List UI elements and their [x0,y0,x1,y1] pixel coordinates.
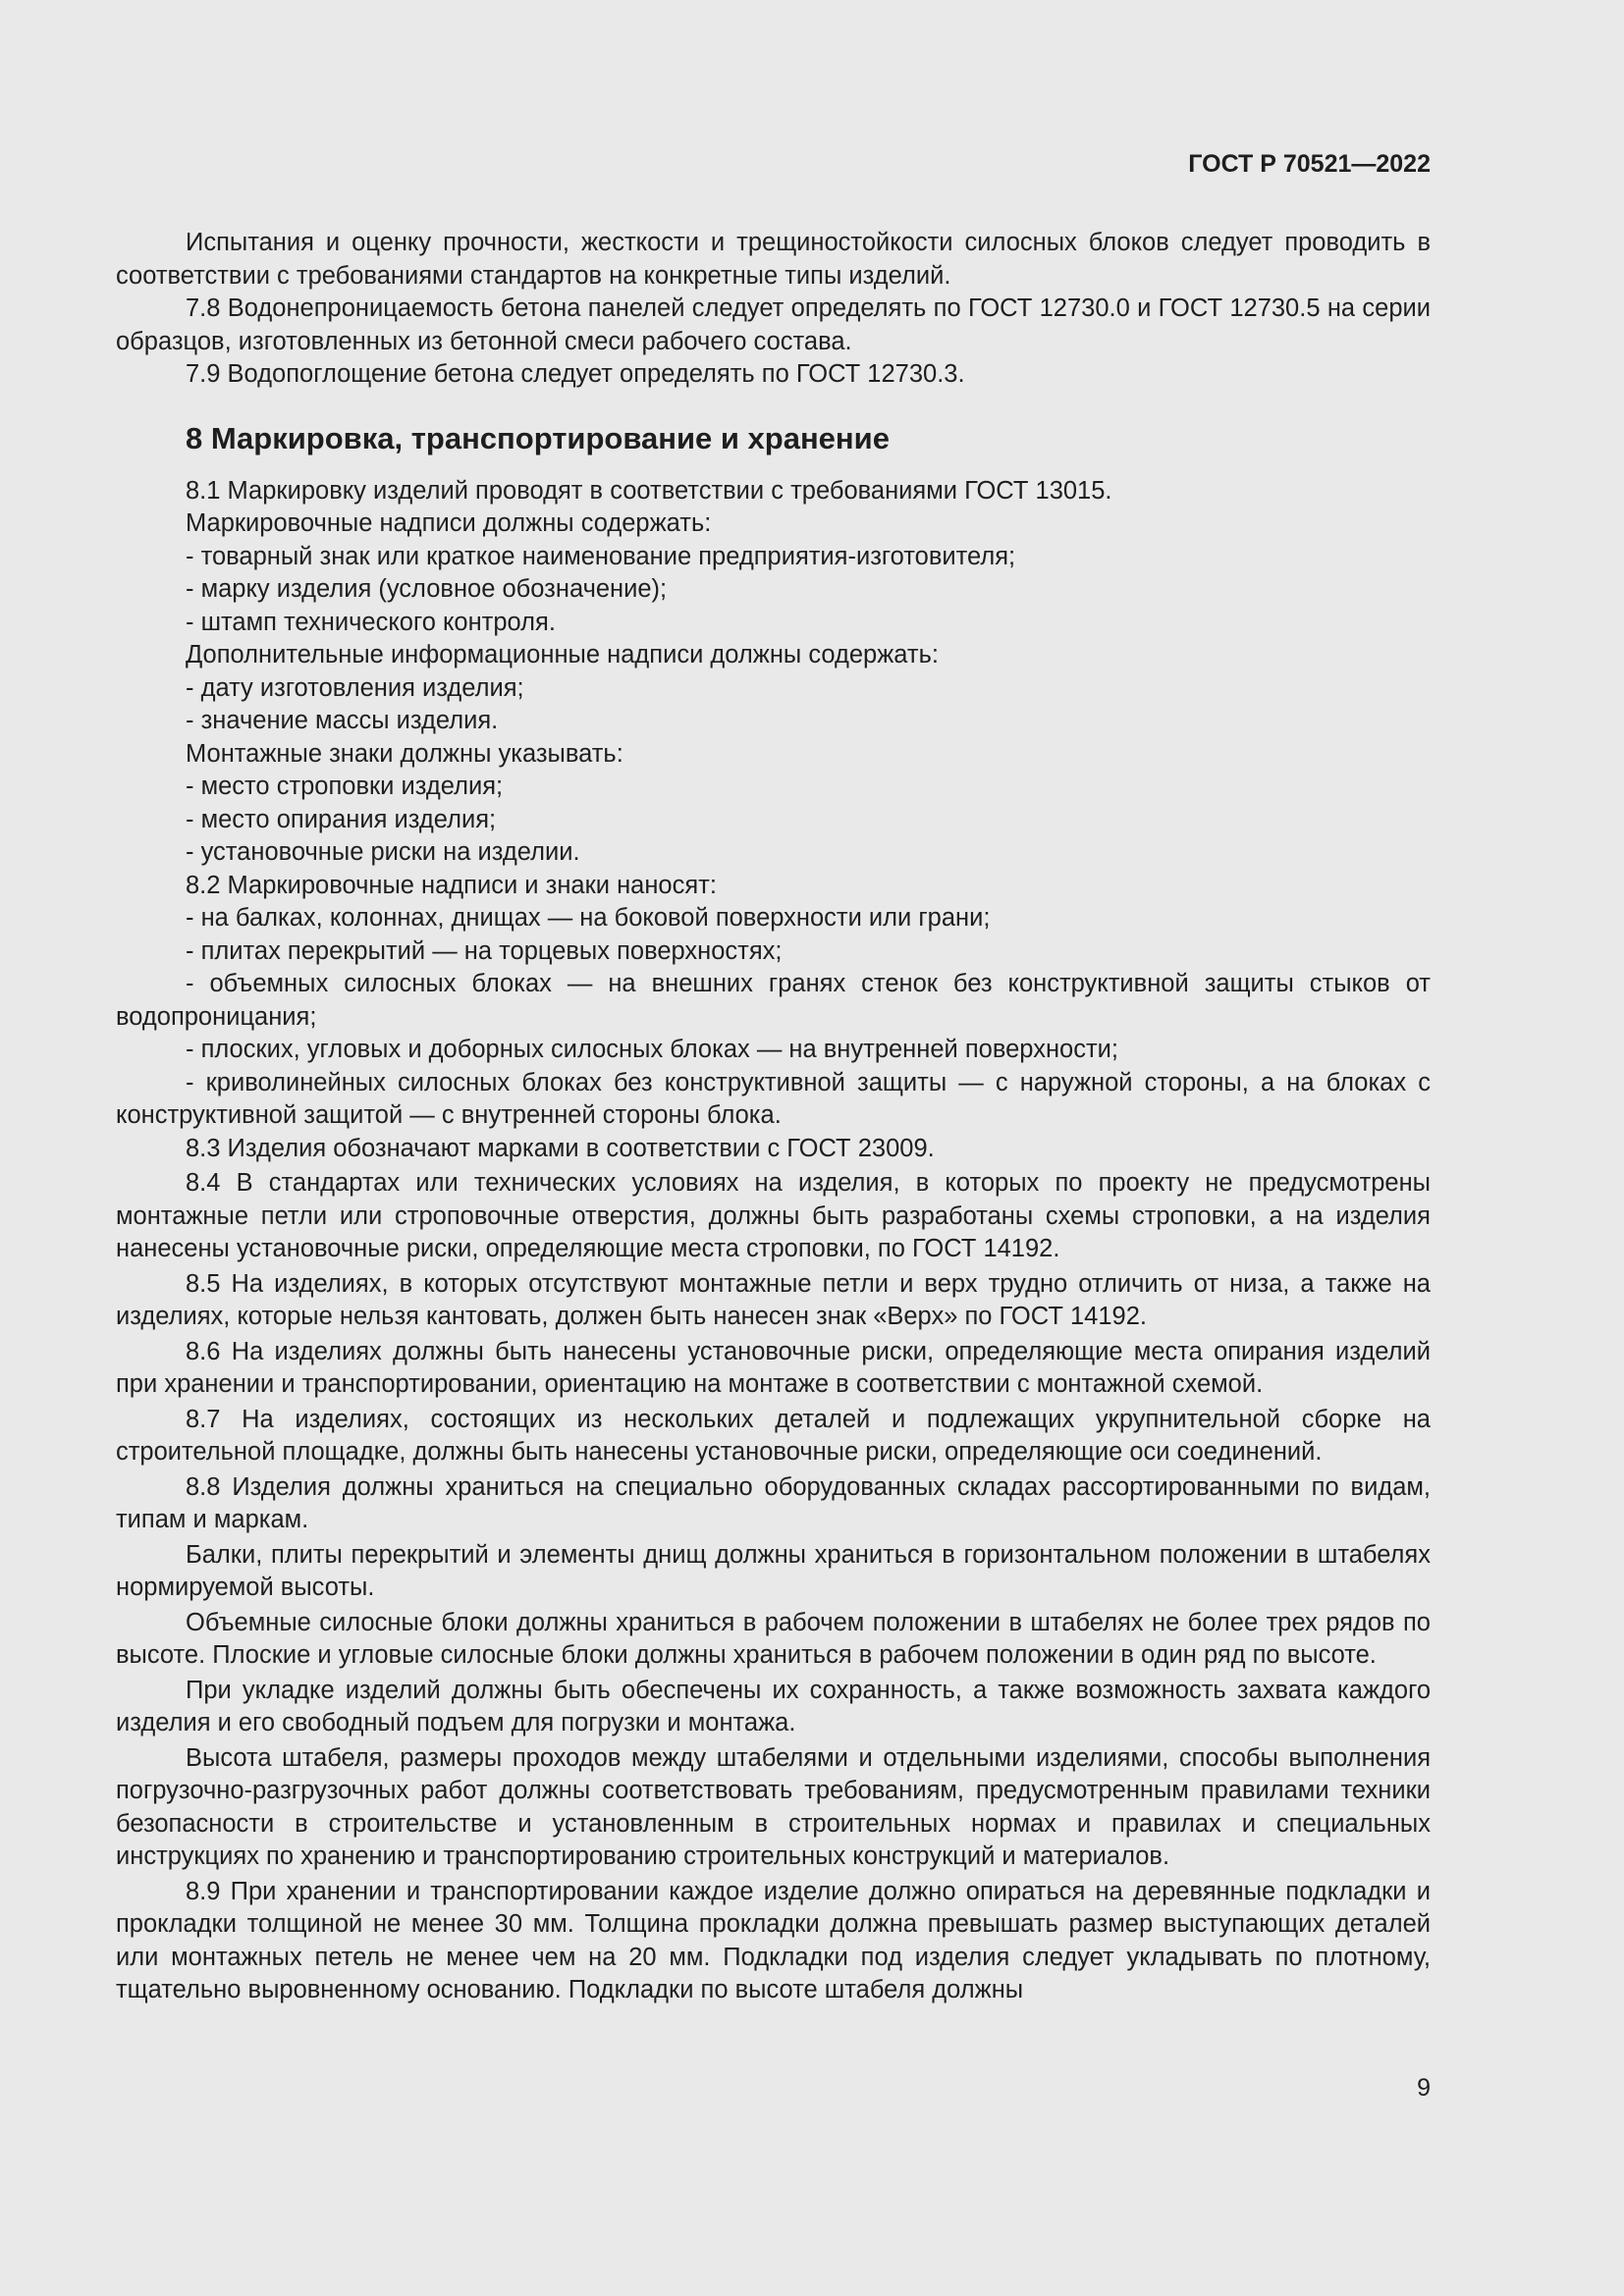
paragraph-tests-strength: Испытания и оценку прочности, жесткости и трещиностойкости силосных блоков следует проводить в соответствии с требованиями стандартов на конкретные типы изделий. [116,229,1431,290]
paragraph-additional-labels: Дополнительные информационные надписи должны содержать: [186,641,939,668]
paragraph-stack-height: Высота штабеля, размеры проходов между штабелями и отдельными изделиями, способы выполнения погрузочно-разгрузочных работ должны соответствовать требованиям, предусмотренным правилами техники безопасности в строительстве и установленным в строительных нормах и правилах и специальных инструкциях по хранению и транспортированию строительных конструкций и материалов. [116,1743,1431,1870]
list-item: - плитах перекрытий — на торцевых поверхностях; [186,936,783,965]
paragraph-8-7: 8.7 На изделиях, состоящих из нескольких деталей и подлежащих укрупнительной сборке на строительной площадке, должны быть нанесены установочные риски, определяющие оси соединений. [116,1405,1431,1466]
list-item: - товарный знак или краткое наименование предприятия-изготовителя; [186,542,1016,570]
paragraph-7-9: 7.9 Водопоглощение бетона следует определять по ГОСТ 12730.3. [186,360,965,388]
list-item: - значение массы изделия. [186,707,499,734]
list-item: - дату изготовления изделия; [186,673,524,702]
list-item: - установочные риски на изделии. [186,838,580,866]
paragraph-8-8: 8.8 Изделия должны храниться на специально оборудованных складах рассортированными по видам, типам и маркам. [116,1472,1431,1533]
paragraph-8-6: 8.6 На изделиях должны быть нанесены установочные риски, определяющие места опирания изделий при хранении и транспортировании, ориентацию на монтаже в соответствии с монтажной схемой. [116,1337,1431,1398]
paragraph-mounting-signs: Монтажные знаки должны указывать: [186,739,623,768]
paragraph-8-1: 8.1 Маркировку изделий проводят в соответствии с требованиями ГОСТ 13015. [186,476,1112,505]
section-heading-8: 8 Маркировка, транспортирование и хранение [186,420,890,455]
paragraph-marking-labels: Маркировочные надписи должны содержать: [186,509,712,537]
page-body [116,227,1431,2007]
page-number: 9 [1417,2074,1431,2102]
paragraph-8-9: 8.9 При хранении и транспортировании каждое изделие должно опираться на деревянные подкладки и прокладки толщиной не менее 30 мм. Толщина прокладки должна превышать размер выступающих деталей или монтажных петель не менее чем на 20 мм. Подкладки под изделия следует укладывать по плотному, тщательно выровненному основанию. Подкладки по высоте штабеля должны [116,1877,1431,2003]
paragraph-8-2: 8.2 Маркировочные надписи и знаки наносят: [186,871,717,899]
list-item: - плоских, угловых и доборных силосных блоках — на внутренней поверхности; [186,1036,1118,1063]
list-item: - место строповки изделия; [186,773,504,800]
paragraph-7-8: 7.8 Водонепроницаемость бетона панелей следует определять по ГОСТ 12730.0 и ГОСТ 12730.5 на серии образцов, изготовленных из бетонной смеси рабочего состава. [116,294,1431,355]
list-item: - криволинейных силосных блоках без конструктивной защиты — с наружной стороны, а на блоках с конструктивной защитой — с внутренней стороны блока. [116,1068,1431,1129]
paragraph-storage-beams: Балки, плиты перекрытий и элементы днищ должны храниться в горизонтальном положении в штабелях нормируемой высоты. [116,1540,1431,1601]
paragraph-storage-blocks: Объемные силосные блоки должны храниться в рабочем положении в штабелях не более трех рядов по высоте. Плоские и угловые силосные блоки должны храниться в рабочем положении в один ряд по высоте. [116,1608,1431,1669]
paragraph-8-4: 8.4 В стандартах или технических условиях на изделия, в которых по проекту не предусмотрены монтажные петли или строповочные отверстия, должны быть разработаны схемы строповки, а на изделия нанесены установочные риски, определяющие места строповки, по ГОСТ 14192. [116,1169,1431,1262]
document-id-header: ГОСТ Р 70521—2022 [1188,150,1431,178]
paragraph-8-3: 8.3 Изделия обозначают марками в соответствии с ГОСТ 23009. [186,1134,935,1162]
paragraph-stacking: При укладке изделий должны быть обеспечены их сохранность, а также возможность захвата каждого изделия и его свободный подъем для погрузки и монтажа. [116,1676,1431,1736]
list-item: - марку изделия (условное обозначение); [186,575,668,603]
paragraph-8-5: 8.5 На изделиях, в которых отсутствуют монтажные петли и верх трудно отличить от низа, а также на изделиях, которые нельзя кантовать, должен быть нанесен знак «Верх» по ГОСТ 14192. [116,1269,1431,1330]
list-item: - штамп технического контроля. [186,608,556,636]
list-item: - место опирания изделия; [186,805,497,833]
list-item: - объемных силосных блоках — на внешних гранях стенок без конструктивной защиты стыков от водопроницания; [116,970,1431,1031]
list-item: - на балках, колоннах, днищах — на боковой поверхности или грани; [186,904,991,932]
